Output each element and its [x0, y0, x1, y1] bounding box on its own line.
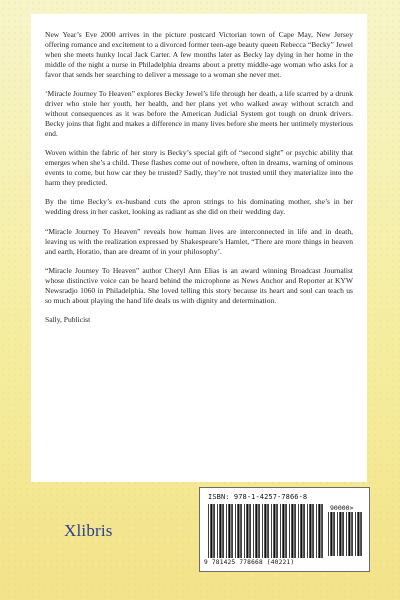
barcode-digits: 9 781425 778668 (40221) — [204, 559, 295, 566]
blurb-paragraph-3: Woven within the fabric of her story is Becky’s special gift of “second sight” or psychic ability that emerges when she’s a child. These flashes come out of nowhere, often in dreams, warning of ominous events to come, but how car they be trusted? Sadly, they’re not trusted until they materialize into the harm they predicted. — [45, 148, 354, 187]
blurb-paragraph-1: New Year’s Eve 2000 arrives in the picture postcard Victorian town of Cape May, New Jersey offering romance and excitement to a divorced former teen-age beauty queen Rebecca “Becky” Jewel when she meets hunky local Jack Carter. A few months later as Becky lay dying in her home in the middle of the night a nurse in Philadelphia dreams about a pretty middle-age woman who asks for a favor that sends her searching to deliver a message to a woman she never met. — [45, 30, 353, 79]
blurb-paragraph-5: “Miracle Journey To Heaven” reveals how human lives are interconnected in life and in death, leaving us with the realization expressed by Shakespeare’s Hamlet, “There are more things in heaven and earth, Horatio, than are dreamt of in your philosophy’. — [45, 226, 353, 256]
isbn-label: ISBN: 978-1-4257-7866-8 — [208, 493, 308, 501]
blurb-paragraph-6: “Miracle Journey To Heaven” author Cheryl Ann Elias is an award winning Broadcast Journalist whose distinctive voice can be heard behind the microphone as News Anchor and Reporter at KYW Newsradjo 1060 in Philadelphia. She loved telling this story because its heart and soul can teach us so much about playing the hand life deals us with dignity and determination. — [45, 266, 353, 305]
barcode-addon-bars — [328, 512, 364, 558]
isbn-barcode — [199, 487, 370, 572]
barcode-bars — [208, 504, 326, 560]
publisher-logo: Xlibris — [64, 521, 113, 540]
publicist-signature: Sally, Publicist — [45, 315, 91, 325]
blurb-panel — [31, 14, 367, 482]
blurb-paragraph-2: ‘Miracle Journey To Heaven” explores Becky Jewel’s life through her death, a life scarred by a drunk driver who stole her youth, her health, and her plans yet who walked away without scratch and without consequences as it was before the American Judicial System got tough on drunk drivers. Becky joins that fight and makes a difference in many lives before she meets her untimely mysterious end. — [45, 89, 353, 138]
blurb-paragraph-4: By the time Becky’s ex-husband cuts the apron strings to his dominating mother, she’s in her wedding dress in her casket, looking as radiant as she did on their wedding day. — [45, 197, 353, 217]
barcode-price-code: 90000> — [330, 504, 354, 512]
